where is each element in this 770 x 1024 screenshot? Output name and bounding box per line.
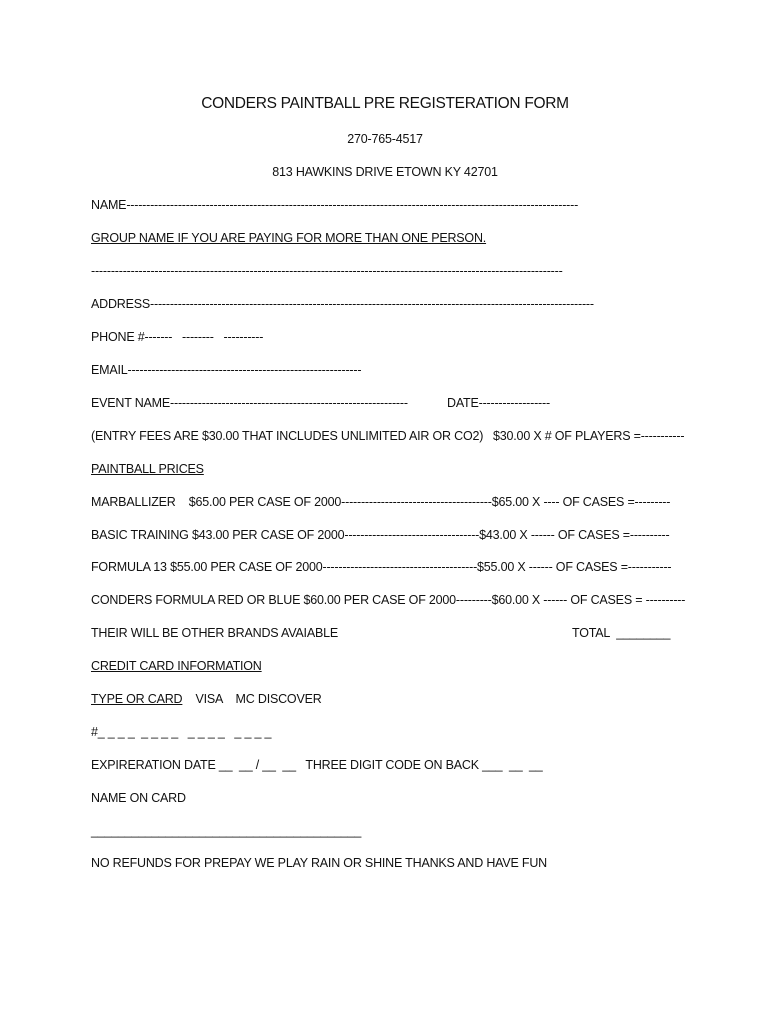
credit-card-heading: CREDIT CARD INFORMATION	[91, 659, 262, 673]
group-name-heading: GROUP NAME IF YOU ARE PAYING FOR MORE THAN ONE PERSON.	[91, 231, 487, 245]
refund-note: NO REFUNDS FOR PREPAY WE PLAY RAIN OR SHINE THANKS AND HAVE FUN	[91, 856, 548, 870]
card-type-options: VISA MC DISCOVER	[182, 692, 322, 706]
name-field: NAME------------------------------------------------------------------------------------------------------------------	[91, 198, 579, 212]
expiration-field: EXPIRERATION DATE __ __ / __ __ THREE DIGIT CODE ON BACK ___ __ __	[91, 758, 543, 772]
date-field: DATE------------------	[447, 396, 550, 410]
phone-field: PHONE #------- -------- ----------	[91, 330, 264, 344]
entry-fees-line: (ENTRY FEES ARE $30.00 THAT INCLUDES UNLIMITED AIR OR CO2) $30.00 X # OF PLAYERS =-----------	[91, 429, 685, 443]
paintball-prices-heading: PAINTBALL PRICES	[91, 462, 204, 476]
card-type-row	[91, 692, 322, 706]
name-on-card-label: NAME ON CARD	[91, 791, 186, 805]
name-on-card-line: ________________________________________	[91, 824, 362, 838]
phone-number: 270-765-4517	[347, 132, 423, 146]
group-name-field: -----------------------------------------------------------------------------------------------------------------------	[91, 264, 563, 278]
email-field: EMAIL-----------------------------------------------------------	[91, 363, 362, 377]
price-item-marballizer: MARBALLIZER $65.00 PER CASE OF 2000--------------------------------------$65.00 X ---- OF CASES =---------	[91, 495, 671, 509]
card-type-label: TYPE OR CARD	[91, 692, 183, 706]
price-item-basic-training: BASIC TRAINING $43.00 PER CASE OF 2000----------------------------------$43.00 X ------ OF CASES =----------	[91, 528, 670, 542]
event-name-field: EVENT NAME------------------------------------------------------------	[91, 396, 408, 410]
store-address: 813 HAWKINS DRIVE ETOWN KY 42701	[272, 165, 498, 179]
total-field: TOTAL ________	[572, 626, 671, 640]
price-item-conders-formula: CONDERS FORMULA RED OR BLUE $60.00 PER CASE OF 2000---------$60.00 X ------ OF CASES = ----------	[91, 593, 686, 607]
form-title: CONDERS PAINTBALL PRE REGISTERATION FORM	[201, 95, 569, 112]
price-item-formula-13: FORMULA 13 $55.00 PER CASE OF 2000---------------------------------------$55.00 X ------ OF CASES =-----------	[91, 560, 672, 574]
other-brands-note: THEIR WILL BE OTHER BRANDS AVAIABLE	[91, 626, 338, 640]
card-number-field: #_ _ _ _ _ _ _ _ _ _ _ _ _ _ _ _	[91, 725, 272, 739]
address-field: ADDRESS----------------------------------------------------------------------------------------------------------------	[91, 297, 594, 311]
